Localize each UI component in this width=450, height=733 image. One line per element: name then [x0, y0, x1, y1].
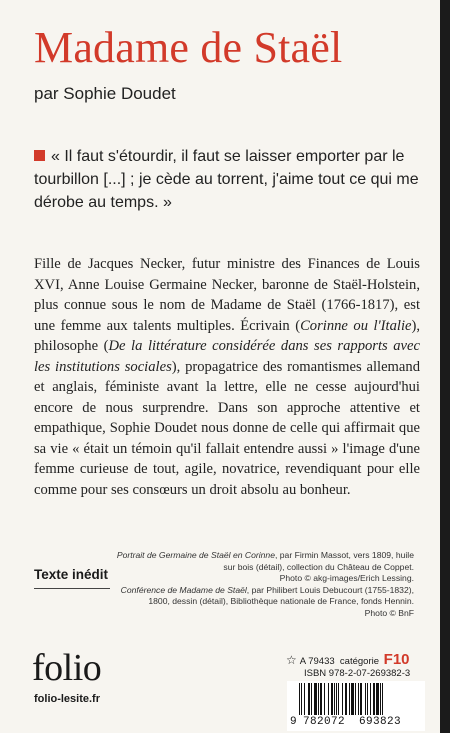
barcode-group-1: 782072 [303, 716, 346, 728]
barcode-bar [342, 683, 343, 715]
barcode-bar [324, 683, 325, 715]
texte-inedit-underline [34, 588, 110, 589]
barcode-bar [318, 683, 319, 715]
barcode-group-2: 693823 [359, 716, 402, 728]
credit-1-title: Portrait de Germaine de Staël en Corinne [116, 550, 275, 560]
red-square-icon [34, 150, 45, 161]
texte-inedit-label: Texte inédit [34, 567, 109, 582]
barcode-bar [376, 683, 379, 715]
barcode-bar [314, 683, 317, 715]
catalog-codes [286, 651, 410, 668]
blurb-part-2: ), philosophe ( [34, 317, 420, 354]
publisher-logo: folio [32, 647, 102, 689]
catalog-ref: A 79433 [299, 656, 335, 667]
credit-1-details: , par Firmin Massot, vers 1809, huile sur bois (détail), collection du Château de Coppet. [223, 550, 414, 572]
barcode-bar [367, 683, 368, 715]
barcode-bar [320, 683, 322, 715]
credit-2 [114, 585, 414, 608]
barcode-bar [345, 683, 347, 715]
spine-edge [440, 0, 450, 733]
barcode-lead-digit: 9 [290, 716, 297, 728]
categorie-code: F10 [383, 651, 410, 668]
barcode-bar [334, 683, 335, 715]
barcode-bar [355, 683, 356, 715]
book-title: Madame de Staël [34, 23, 343, 72]
image-credits [114, 550, 414, 620]
blurb-part-1: Fille de Jacques Necker, futur ministre des Finances de Louis XVI, Anne Louise Germaine Necker, baronne de Staël-Holstein, plus connue sous le nom de Madame de Staël (1766-1817), est une femme aux talents multiples. Écrivain ( [34, 256, 420, 334]
barcode-bar [351, 683, 354, 715]
barcode-bar [370, 683, 371, 715]
credit-1 [114, 550, 414, 573]
blurb-work-1: Corinne ou l'Italie [300, 317, 412, 334]
barcode-bars [299, 683, 413, 717]
barcode [287, 681, 425, 731]
barcode-bar [358, 683, 359, 715]
barcode-bar [301, 683, 302, 715]
isbn-number: ISBN 978-2-07-269382-3 [304, 668, 411, 679]
credit-1-photo: Photo © akg-images/Erich Lessing. [279, 573, 414, 584]
barcode-bar [380, 683, 381, 715]
credit-2-photo: Photo © BnF [364, 607, 414, 618]
epigraph-quote [34, 145, 420, 214]
barcode-bar [349, 683, 350, 715]
barcode-bar [336, 683, 337, 715]
barcode-bar [308, 683, 310, 715]
credit-2-details: , par Philibert Louis Debucourt (1755-1832), 1800, dessin (détail), Bibliothèque nationale de France, fonds Hennin. [148, 584, 414, 607]
blurb-work-2: De la littérature considérée dans ses rapports avec les institutions sociales [34, 338, 420, 375]
barcode-bar [328, 683, 329, 715]
back-cover-blurb [34, 254, 420, 500]
book-author: par Sophie Doudet [34, 84, 176, 103]
barcode-bar [382, 683, 383, 715]
blurb-part-3: ), propagatrice des romantismes allemand et anglais, féministe avant la lettre, elle ne cesse aujourd'hui encore de nous surprendre. Dans son approche attentive et empathique, Sophie Doudet nous donne de celle qui affirmait que sa vie « était un témoin qu'il fallait entendre aussi » l'image d'une femme curieuse de tout, agile, novatrice, revendiquant pour elle comme pour ses consœurs un droit absolu au bonheur. [34, 358, 420, 498]
barcode-bar [331, 683, 333, 715]
publisher-website: folio-lesite.fr [34, 693, 101, 705]
categorie-label: catégorie [339, 656, 380, 667]
quote-text: « Il faut s'étourdir, il faut se laisser emporter par le tourbillon [...] ; je cède au torrent, j'aime tout ce qui me dérobe au temps. » [34, 148, 419, 211]
credit-2-title: Conférence de Madame de Staël [120, 584, 247, 595]
barcode-bar [373, 683, 375, 715]
barcode-bar [365, 683, 366, 715]
barcode-bar [360, 683, 362, 715]
star-icon: ☆ [286, 653, 297, 667]
barcode-bar [304, 683, 305, 715]
barcode-bar [311, 683, 312, 715]
barcode-bar [338, 683, 339, 715]
barcode-bar [299, 683, 300, 715]
